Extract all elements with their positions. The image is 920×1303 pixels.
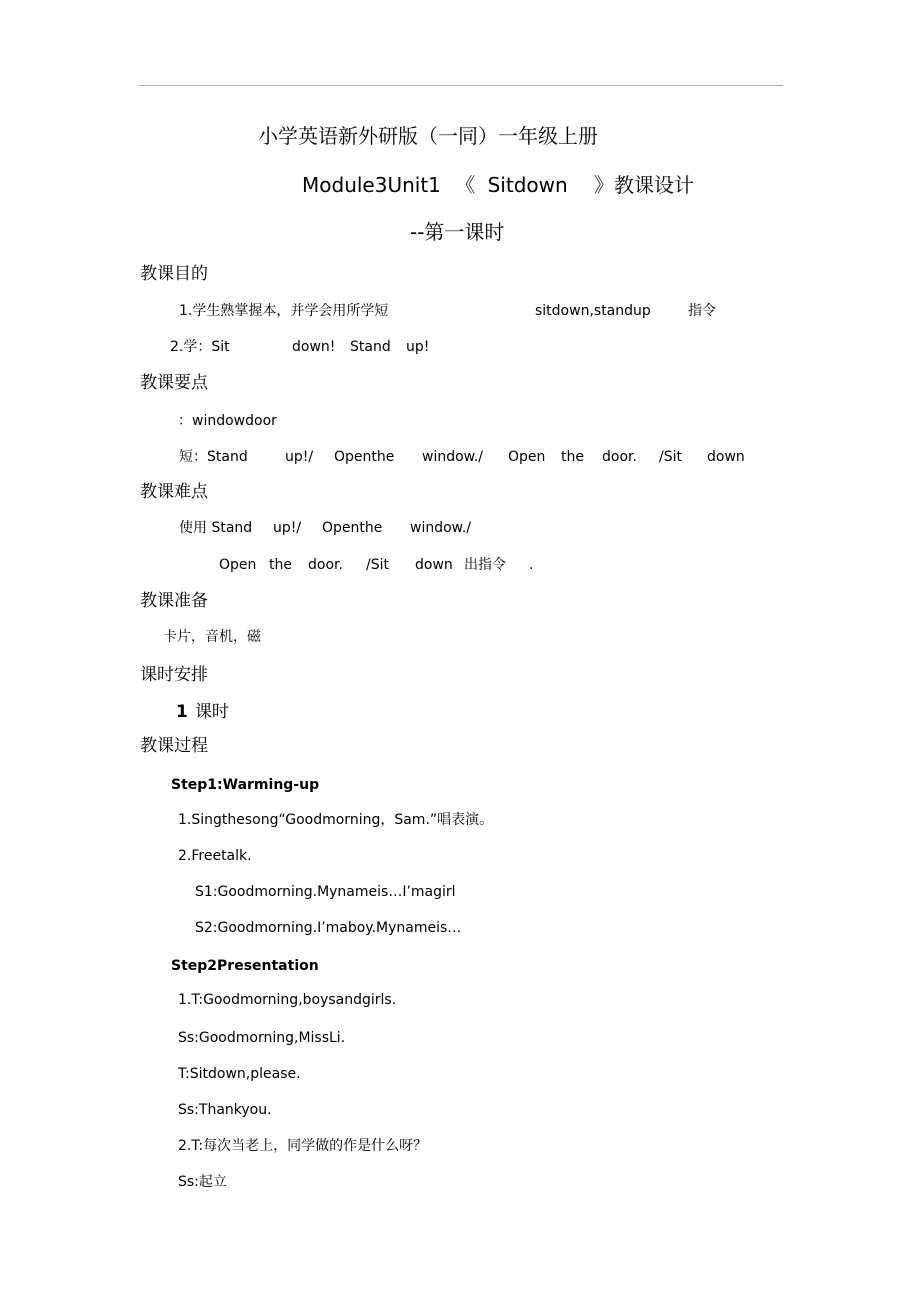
difficulties-l1-w3: window./ — [410, 520, 471, 536]
key-points-vocab: ：windowdoor — [178, 413, 277, 429]
objective-2-w1: down! — [292, 339, 336, 355]
step2-line-3: T:Sitdown,please. — [178, 1066, 301, 1082]
lesson-number: --第一课时 — [410, 220, 505, 244]
difficulties-l2-w3: /Sit — [366, 557, 389, 573]
preparation-text: 卡片，音机，磁 — [163, 629, 261, 645]
key-points-w5: the — [561, 449, 584, 465]
difficulties-l2-w1: the — [269, 557, 292, 573]
preparation-heading: 教课准备 — [140, 591, 208, 611]
difficulties-l1-w0: 使用 Stand — [179, 520, 253, 536]
objectives-heading: 教课目的 — [140, 264, 208, 284]
step1-line-2: 2.Freetalk. — [178, 848, 252, 864]
step2-line-4: Ss:Thankyou. — [178, 1102, 272, 1118]
key-points-heading: 教课要点 — [140, 373, 208, 393]
process-heading: 教课过程 — [140, 736, 208, 756]
step1-line-3: S1:Goodmorning.Mynameis…I’magirl — [195, 884, 456, 900]
difficulties-l2-w2: door. — [308, 557, 343, 573]
step2-line-1: 1.T:Goodmorning,boysandgirls. — [178, 992, 397, 1008]
objective-1-text: 1.学生熟掌握本，并学会用所学短 — [179, 303, 389, 319]
objective-2-w3: up! — [406, 339, 430, 355]
objective-2-w0: 2.学：Sit — [170, 339, 230, 355]
difficulties-l1-w2: Openthe — [322, 520, 383, 536]
difficulties-heading: 教课难点 — [140, 482, 208, 502]
key-points-w2: Openthe — [334, 449, 395, 465]
key-points-w7: /Sit — [659, 449, 682, 465]
difficulties-l2-w4: down — [415, 557, 453, 573]
step1-line-1: 1.Singthesong“Goodmorning，Sam.”唱表演。 — [178, 812, 494, 828]
objective-2-w2: Stand — [350, 339, 391, 355]
schedule-heading: 课时安排 — [140, 665, 208, 685]
key-points-w0: 短：Stand — [179, 449, 248, 465]
subtitle-bracket-open: 《 — [455, 173, 476, 197]
difficulties-l2-w0: Open — [219, 557, 257, 573]
key-points-w1: up!/ — [285, 449, 314, 465]
schedule-unit: 课时 — [194, 702, 229, 722]
doc-title: 小学英语新外研版（一同）一年级上册 — [258, 124, 598, 148]
step1-line-4: S2:Goodmorning.I’maboy.Mynameis… — [195, 920, 462, 936]
key-points-w3: window./ — [422, 449, 483, 465]
step2-title: Step2Presentation — [171, 958, 319, 974]
step2-line-5: 2.T:每次当老上，同学做的作是什么呀？ — [178, 1138, 428, 1154]
difficulties-l2-w6: . — [529, 557, 534, 573]
schedule-value — [176, 704, 229, 721]
step1-title: Step1:Warming-up — [171, 777, 320, 793]
difficulties-l2-w5: 出指令 — [464, 557, 506, 573]
step2-line-6: Ss:起立 — [178, 1174, 227, 1190]
objective-1-suffix: 指令 — [688, 303, 716, 319]
subtitle-suffix: 》教课设计 — [594, 173, 695, 197]
objective-1-phrases: sitdown,standup — [535, 303, 651, 319]
header-rule — [138, 85, 783, 86]
key-points-w4: Open — [508, 449, 546, 465]
subtitle-unit-name: Sitdown — [487, 173, 568, 197]
doc-subtitle — [302, 175, 694, 195]
key-points-w6: door. — [602, 449, 637, 465]
schedule-number: 1 — [176, 702, 188, 722]
step2-line-2: Ss:Goodmorning,MissLi. — [178, 1030, 346, 1046]
subtitle-module: Module3Unit1 — [302, 173, 441, 197]
difficulties-l1-w1: up!/ — [273, 520, 302, 536]
key-points-w8: down — [707, 449, 745, 465]
